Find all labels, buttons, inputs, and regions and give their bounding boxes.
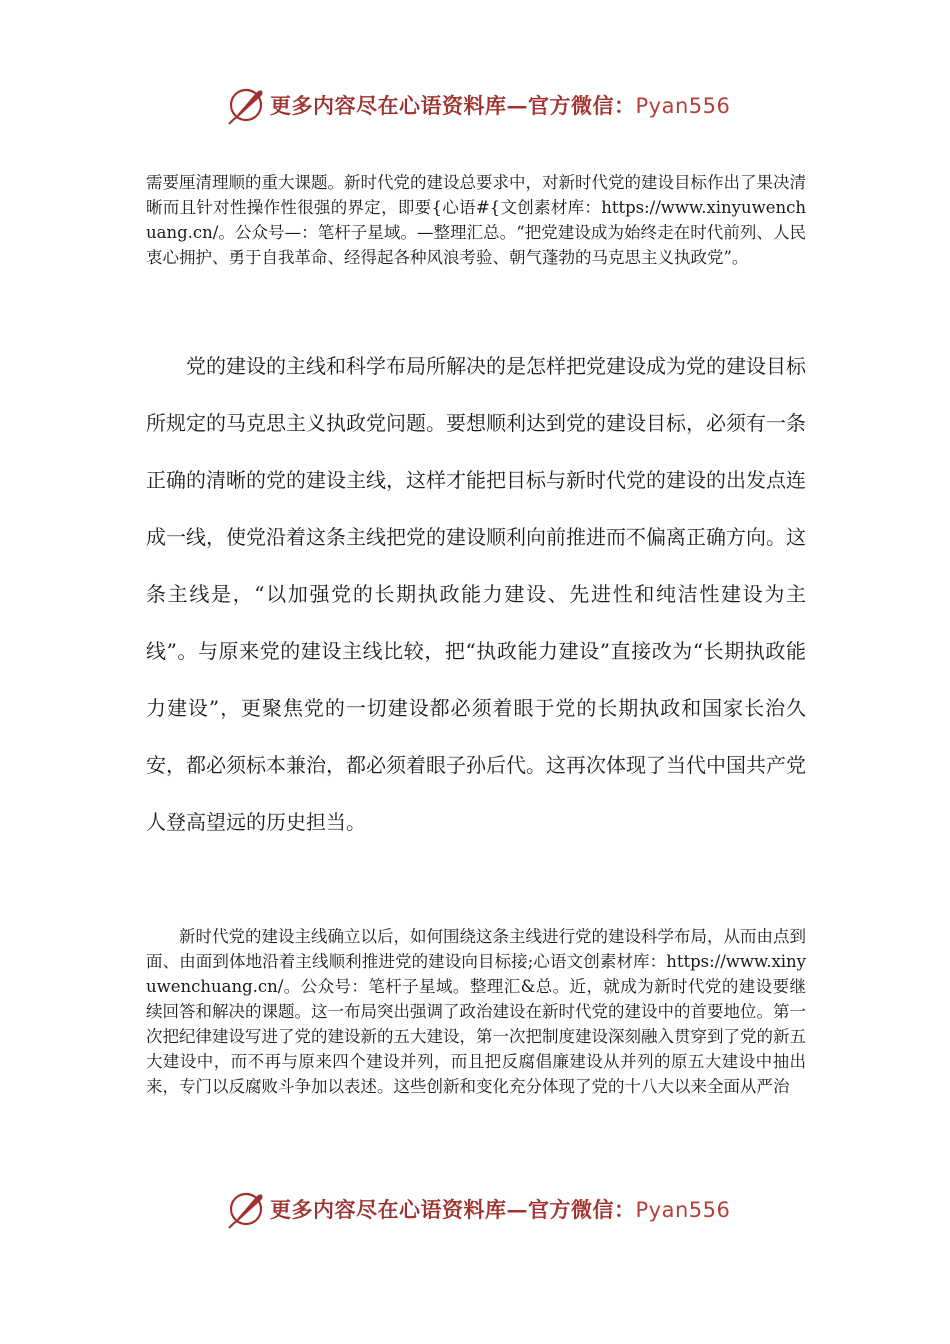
pen-quill-logo-icon bbox=[226, 85, 266, 125]
banner-label: 更多内容尽在心语资料库—官方微信： bbox=[270, 1197, 636, 1222]
banner-account: Pyan556 bbox=[635, 94, 731, 118]
banner-label: 更多内容尽在心语资料库—官方微信： bbox=[270, 93, 636, 118]
paragraph-2: 党的建设的主线和科学布局所解决的是怎样把党建设成为党的建设目标所规定的马克思主义执政党问题。要想顺利达到党的建设目标，必须有一条正确的清晰的党的建设主线，这样才能把目标与新时代党的建设的出发点连成一线，使党沿着这条主线把党的建设顺利向前推进而不偏离正确方向。这条主线是，“以加强党的长期执政能力建设、先进性和纯洁性建设为主线”。与原来党的建设主线比较，把“执政能力建设”直接改为“长期执政能力建设”，更聚焦党的一切建设都必须着眼于党的长期执政和国家长治久安，都必须标本兼治，都必须着眼子孙后代。这再次体现了当代中国共产党人登高望远的历史担当。 bbox=[146, 354, 806, 834]
header-watermark-banner bbox=[226, 84, 730, 126]
paragraph-1: 需要厘清理顺的重大课题。新时代党的建设总要求中，对新时代党的建设目标作出了果决清晰而且针对性操作性很强的界定，即要{心语#{文创素材库：https://www.xinyuwenchuang.cn/。公众号—：笔杆子星域。—整理汇总。“把党建设成为始终走在时代前列、人民衷心拥护、勇于自我革命、经得起各种风浪考验、朝气蓬勃的马克思主义执政党”。 bbox=[146, 173, 806, 267]
footer-watermark-banner bbox=[226, 1188, 730, 1230]
banner-text bbox=[270, 1194, 730, 1224]
paragraph-3: 新时代党的建设主线确立以后，如何围绕这条主线进行党的建设科学布局，从而由点到面、由面到体地沿着主线顺利推进党的建设向目标接;心语文创素材库：https://www.xinyuwenchuang.cn/。公众号：笔杆子星域。整理汇&总。近，就成为新时代党的建设要继续回答和解决的课题。这一布局突出强调了政治建设在新时代党的建设中的首要地位。第一次把纪律建设写进了党的建设新的五大建设，第一次把制度建设深刻融入贯穿到了党的新五大建设中，而不再与原来四个建设并列，而且把反腐倡廉建设从并列的原五大建设中抽出来，专门以反腐败斗争加以表述。这些创新和变化充分体现了党的十八大以来全面从严治 bbox=[146, 927, 806, 1096]
banner-account: Pyan556 bbox=[635, 1198, 731, 1222]
banner-text bbox=[270, 90, 730, 120]
pen-quill-logo-icon bbox=[226, 1189, 266, 1229]
